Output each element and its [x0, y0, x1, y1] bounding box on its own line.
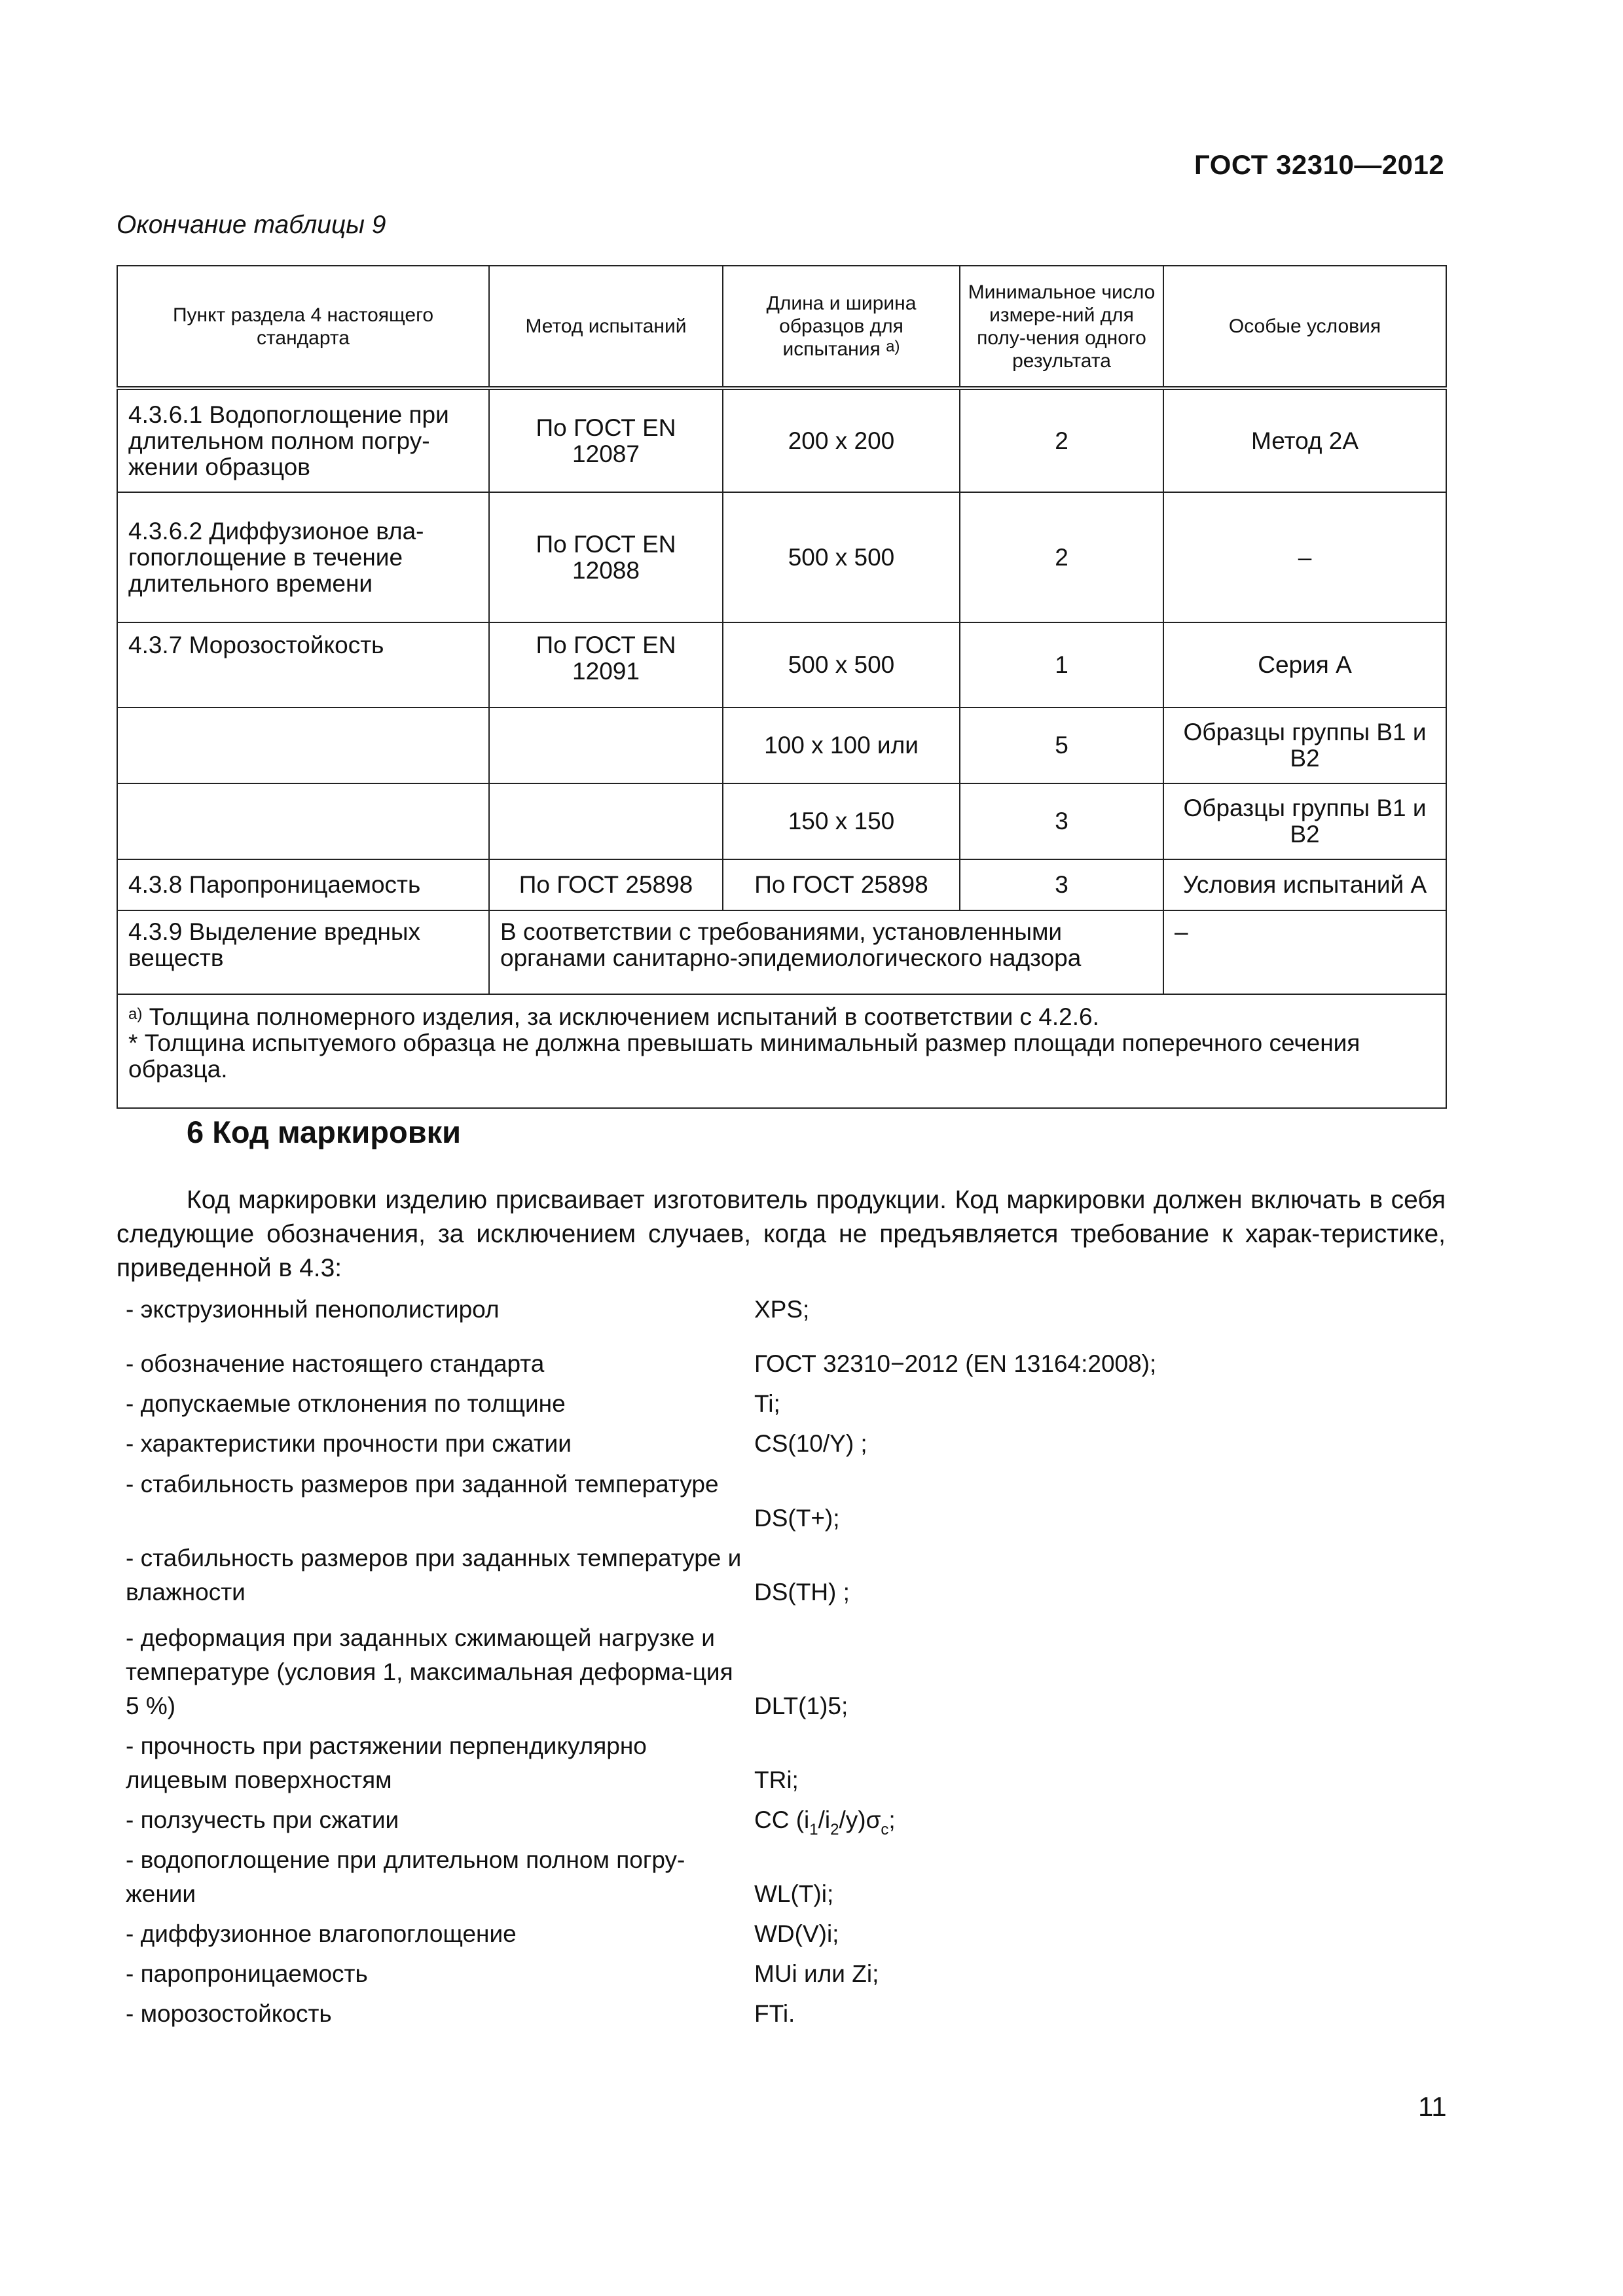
code-label: - стабильность размеров при заданной температуре — [126, 1471, 719, 1498]
cell-conditions: Метод 2А — [1163, 388, 1446, 492]
cell-method: По ГОСТ EN 12088 — [489, 492, 723, 622]
code-label: - стабильность размеров при заданных температуре и влажности — [126, 1545, 742, 1605]
cell-method: По ГОСТ EN 12087 — [489, 388, 723, 492]
cell-conditions: Условия испытаний А — [1163, 859, 1446, 910]
cell-conditions: Серия А — [1163, 622, 1446, 708]
cell-conditions: – — [1163, 492, 1446, 622]
code-label: - характеристики прочности при сжатии — [126, 1430, 572, 1457]
code-label: - морозостойкость — [126, 2000, 332, 2027]
cell-clause: 4.3.9 Выделение вредных веществ — [117, 910, 489, 994]
footnotes-cell — [117, 994, 1446, 1108]
code-label: - водопоглощение при длительном полном погру-жении — [126, 1846, 685, 1907]
code-value: FTi. — [754, 2000, 795, 2027]
code-label: - диффузионное влагопоглощение — [126, 1920, 517, 1947]
footnote-ref: а) — [886, 338, 900, 355]
table-footnotes — [117, 994, 1446, 1108]
code-value: Ti; — [754, 1390, 780, 1417]
cell-method: По ГОСТ 25898 — [489, 859, 723, 910]
intro-paragraph: Код маркировки изделию присваивает изготовитель продукции. Код маркировки должен включать в себя следующие обозначения, за исключением случаев, когда не предъявляется требование к харак-теристике, приведенной в 4.3: — [117, 1186, 1446, 1282]
cell-clause: 4.3.8 Паропроницаемость — [117, 859, 489, 910]
code-value: WL(T)i; — [754, 1880, 834, 1907]
cell-dims: 500 x 500 — [723, 492, 960, 622]
cell-dims: По ГОСТ 25898 — [723, 859, 960, 910]
cell-count: 2 — [960, 492, 1163, 622]
code-value: ГОСТ 32310−2012 (EN 13164:2008); — [754, 1350, 1157, 1377]
table-caption: Окончание таблицы 9 — [117, 211, 386, 239]
table-header-row — [117, 266, 1446, 388]
code-value: TRi; — [754, 1767, 799, 1793]
cell-clause: 4.3.7 Морозостойкость — [117, 622, 489, 708]
footnote-a: $^{а)}$ Толщина полномерного изделия, за исключением испытаний в соответствии с 4.2.6. — [128, 1003, 1099, 1030]
cell-count: 3 — [960, 859, 1163, 910]
cell-dims: 100 х 100 или — [723, 708, 960, 783]
cell-method — [489, 708, 723, 783]
cell-count: 5 — [960, 708, 1163, 783]
table-row — [117, 859, 1446, 910]
standard-number: ГОСТ 32310—2012 — [1194, 149, 1445, 180]
code-label: - прочность при растяжении перпендикулярно лицевым поверхностям — [126, 1732, 647, 1793]
cell-method — [489, 783, 723, 859]
cell-method: В соответствии с требованиями, установленными органами санитарно-эпидемиологического надзора — [489, 910, 1163, 994]
cell-count: 2 — [960, 388, 1163, 492]
code-value: DS(T+); — [754, 1505, 840, 1532]
code-label: - паропроницаемость — [126, 1960, 368, 1987]
table-row — [117, 622, 1446, 708]
cell-count: 3 — [960, 783, 1163, 859]
code-value: CC $(i_1/i_2/y)\sigma_c$; — [754, 1806, 896, 1839]
cell-clause — [117, 783, 489, 859]
cell-dims: 150 х 150 — [723, 783, 960, 859]
cell-method: По ГОСТ EN 12091 — [489, 622, 723, 708]
code-value: DLT(1)5; — [754, 1693, 848, 1719]
cell-clause — [117, 708, 489, 783]
cell-count: 1 — [960, 622, 1163, 708]
code-label: - деформация при заданных сжимающей нагрузке и температуре (условия 1, максимальная деформа-ция 5 %) — [126, 1624, 733, 1719]
code-label: - обозначение настоящего стандарта — [126, 1350, 545, 1377]
code-value: DS(TH) ; — [754, 1579, 850, 1605]
page-number: 11 — [1418, 2091, 1447, 2122]
cell-dims: 500 x 500 — [723, 622, 960, 708]
test-conditions-table — [117, 265, 1447, 1109]
table-row — [117, 910, 1446, 994]
header-conditions: Особые условия — [1163, 266, 1446, 388]
table-row — [117, 783, 1446, 859]
cell-conditions: – — [1163, 910, 1446, 994]
table-row — [117, 492, 1446, 622]
header-clause: Пункт раздела 4 настоящего стандарта — [117, 266, 489, 388]
cell-dims: 200 x 200 — [723, 388, 960, 492]
table-row — [117, 708, 1446, 783]
footnote-star: * Толщина испытуемого образца не должна превышать минимальный размер площади поперечного сечения образца. — [128, 1030, 1360, 1083]
section-title: 6 Код маркировки — [187, 1115, 462, 1149]
code-label: - допускаемые отклонения по толщине — [126, 1390, 566, 1417]
table-row — [117, 388, 1446, 492]
code-value: XPS; — [754, 1296, 810, 1323]
code-label: - ползучесть при сжатии — [126, 1806, 399, 1833]
header-method: Метод испытаний — [489, 266, 723, 388]
cell-clause: 4.3.6.1 Водопоглощение при длительном полном погру-жении образцов — [117, 388, 489, 492]
code-value: CS(10/Y) ; — [754, 1430, 867, 1457]
cell-conditions: Образцы группы В1 и В2 — [1163, 708, 1446, 783]
code-label: - экструзионный пенополистирол — [126, 1296, 500, 1323]
cell-conditions: Образцы группы В1 и В2 — [1163, 783, 1446, 859]
code-value: MUi или Zi; — [754, 1960, 879, 1987]
code-value: WD(V)i; — [754, 1920, 839, 1947]
header-dims: Длина и ширина образцов для испытания $^{а)}$ — [723, 266, 960, 388]
header-min-count: Минимальное число измере-ний для полу-чения одного результата — [960, 266, 1163, 388]
cell-clause: 4.3.6.2 Диффузионое вла-гопоглощение в течение длительного времени — [117, 492, 489, 622]
